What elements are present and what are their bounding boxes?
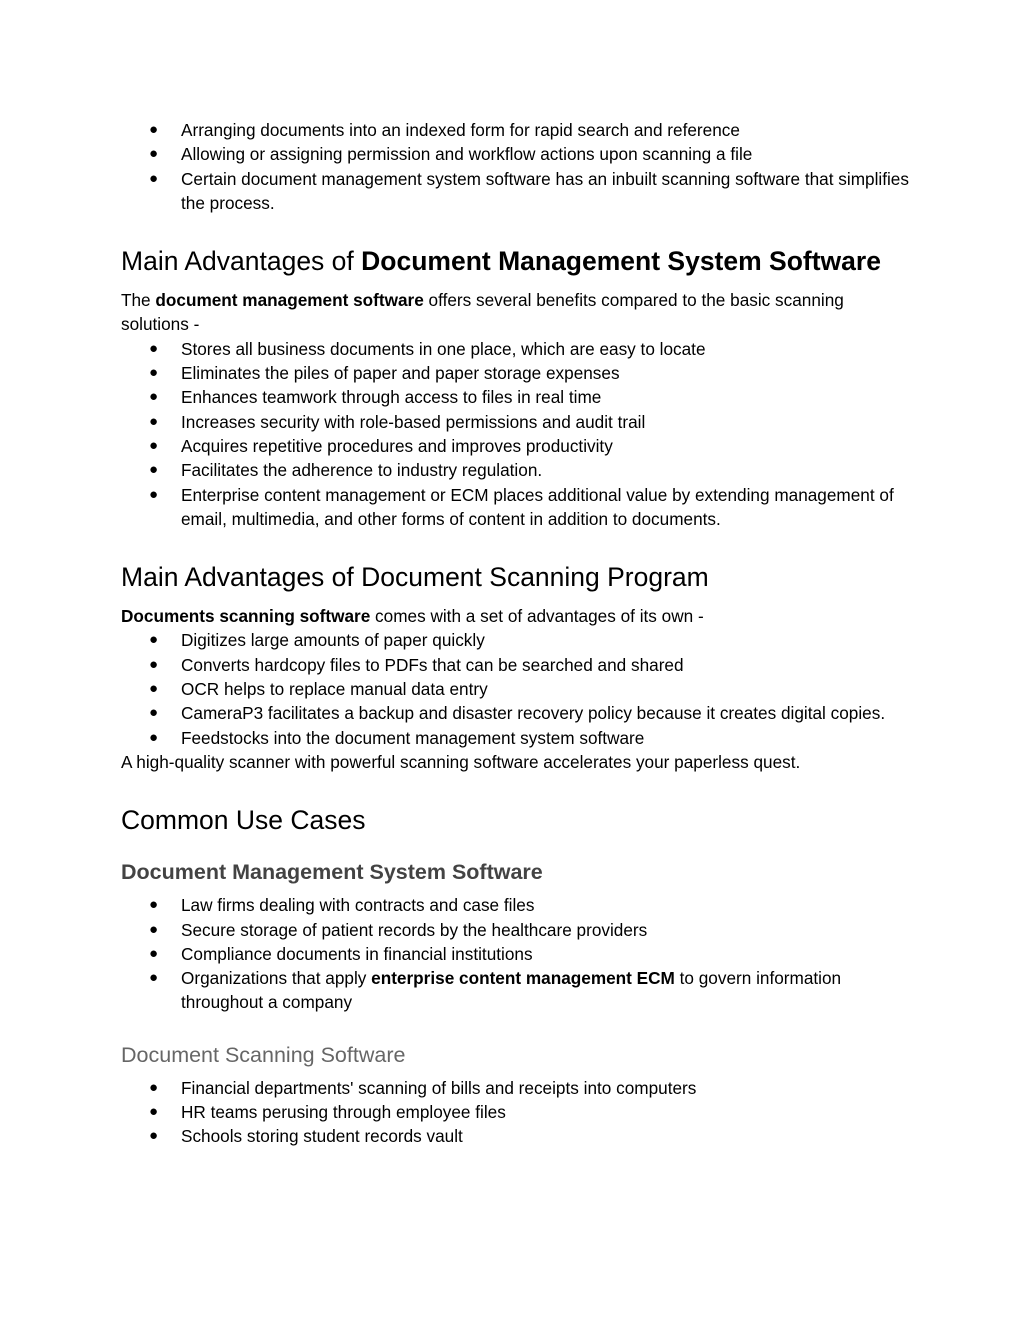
bullet-icon: ●	[149, 485, 159, 503]
section2-intro: Documents scanning software comes with a set of advantages of its own -	[121, 606, 704, 627]
list-item: ● Enterprise content management or ECM places additional value by extending management of email, multimedia, and other forms of content in addition to documents.	[149, 484, 894, 529]
list-item: ● OCR helps to replace manual data entry	[121, 677, 911, 701]
subsection-dms-list	[121, 893, 911, 1014]
list-item: ● Arranging documents into an indexed form for rapid search and reference	[121, 118, 911, 142]
bullet-icon: ●	[149, 728, 159, 746]
bullet-icon: ●	[149, 412, 159, 430]
bullet-icon: ●	[149, 169, 159, 187]
section2-heading: Main Advantages of Document Scanning Program	[121, 562, 709, 593]
section2-list	[121, 628, 911, 749]
section1-intro: The document management software offers several benefits compared to the basic scanning solutions -	[121, 290, 844, 335]
bullet-icon: ●	[149, 920, 159, 938]
subsection-dms-heading: Document Management System Software	[121, 860, 543, 885]
list-item: ● Certain document management system software has an inbuilt scanning software that simplifies the process.	[149, 168, 909, 213]
bullet-icon: ●	[149, 680, 159, 698]
list-item: ● Increases security with role-based permissions and audit trail	[121, 410, 911, 434]
list-item: ● Compliance documents in financial institutions	[121, 942, 911, 966]
section1-heading-bold: Document Management System Software	[361, 246, 881, 277]
list-item: ● Enhances teamwork through access to files in real time	[121, 385, 911, 409]
list-item: ● Allowing or assigning permission and workflow actions upon scanning a file	[121, 142, 911, 166]
bullet-icon: ●	[149, 145, 159, 163]
bullet-icon: ●	[149, 461, 159, 479]
list-item: ● Financial departments' scanning of bills and receipts into computers	[121, 1076, 911, 1100]
bullet-icon: ●	[149, 1078, 159, 1096]
bullet-icon: ●	[149, 655, 159, 673]
subsection-scanning-heading: Document Scanning Software	[121, 1042, 406, 1067]
bullet-icon: ●	[149, 944, 159, 962]
section2-closing: A high-quality scanner with powerful scanning software accelerates your paperless quest.	[121, 751, 801, 772]
section1-heading: Main Advantages of Document Management System Software	[121, 246, 881, 277]
bullet-icon: ●	[149, 364, 159, 382]
list-item: ● Schools storing student records vault	[121, 1124, 911, 1148]
section3-heading: Common Use Cases	[121, 805, 366, 836]
bullet-icon: ●	[149, 388, 159, 406]
list-item: ● Feedstocks into the document management system software	[121, 726, 911, 750]
list-item: ● Digitizes large amounts of paper quickly	[121, 628, 911, 652]
bullet-icon: ●	[149, 896, 159, 914]
list-item: ● Facilitates the adherence to industry regulation.	[121, 458, 911, 482]
bullet-icon: ●	[149, 339, 159, 357]
bullet-icon: ●	[149, 704, 159, 722]
bullet-icon: ●	[149, 631, 159, 649]
list-item: ● Secure storage of patient records by the healthcare providers	[121, 918, 911, 942]
list-item: ● Stores all business documents in one place, which are easy to locate	[121, 337, 911, 361]
bullet-icon: ●	[149, 969, 159, 987]
bullet-icon: ●	[149, 1103, 159, 1121]
subsection-scanning-list	[121, 1076, 911, 1149]
list-item: ● CameraP3 facilitates a backup and disaster recovery policy because it creates digital copies.	[121, 701, 911, 725]
section1-list	[121, 337, 911, 531]
bullet-icon: ●	[149, 1127, 159, 1145]
list-item: ● Eliminates the piles of paper and paper storage expenses	[121, 361, 911, 385]
list-item: ● Law firms dealing with contracts and case files	[121, 893, 911, 917]
list-item: ● HR teams perusing through employee files	[121, 1100, 911, 1124]
bullet-icon: ●	[149, 121, 159, 138]
list-item: ● Organizations that apply enterprise content management ECM to govern information throughout a company	[149, 968, 842, 1013]
document-page	[121, 118, 911, 1149]
list-item: ● Acquires repetitive procedures and improves productivity	[121, 434, 911, 458]
list-item: ● Converts hardcopy files to PDFs that can be searched and shared	[121, 653, 911, 677]
bullet-icon: ●	[149, 436, 159, 454]
intro-list	[121, 118, 911, 215]
